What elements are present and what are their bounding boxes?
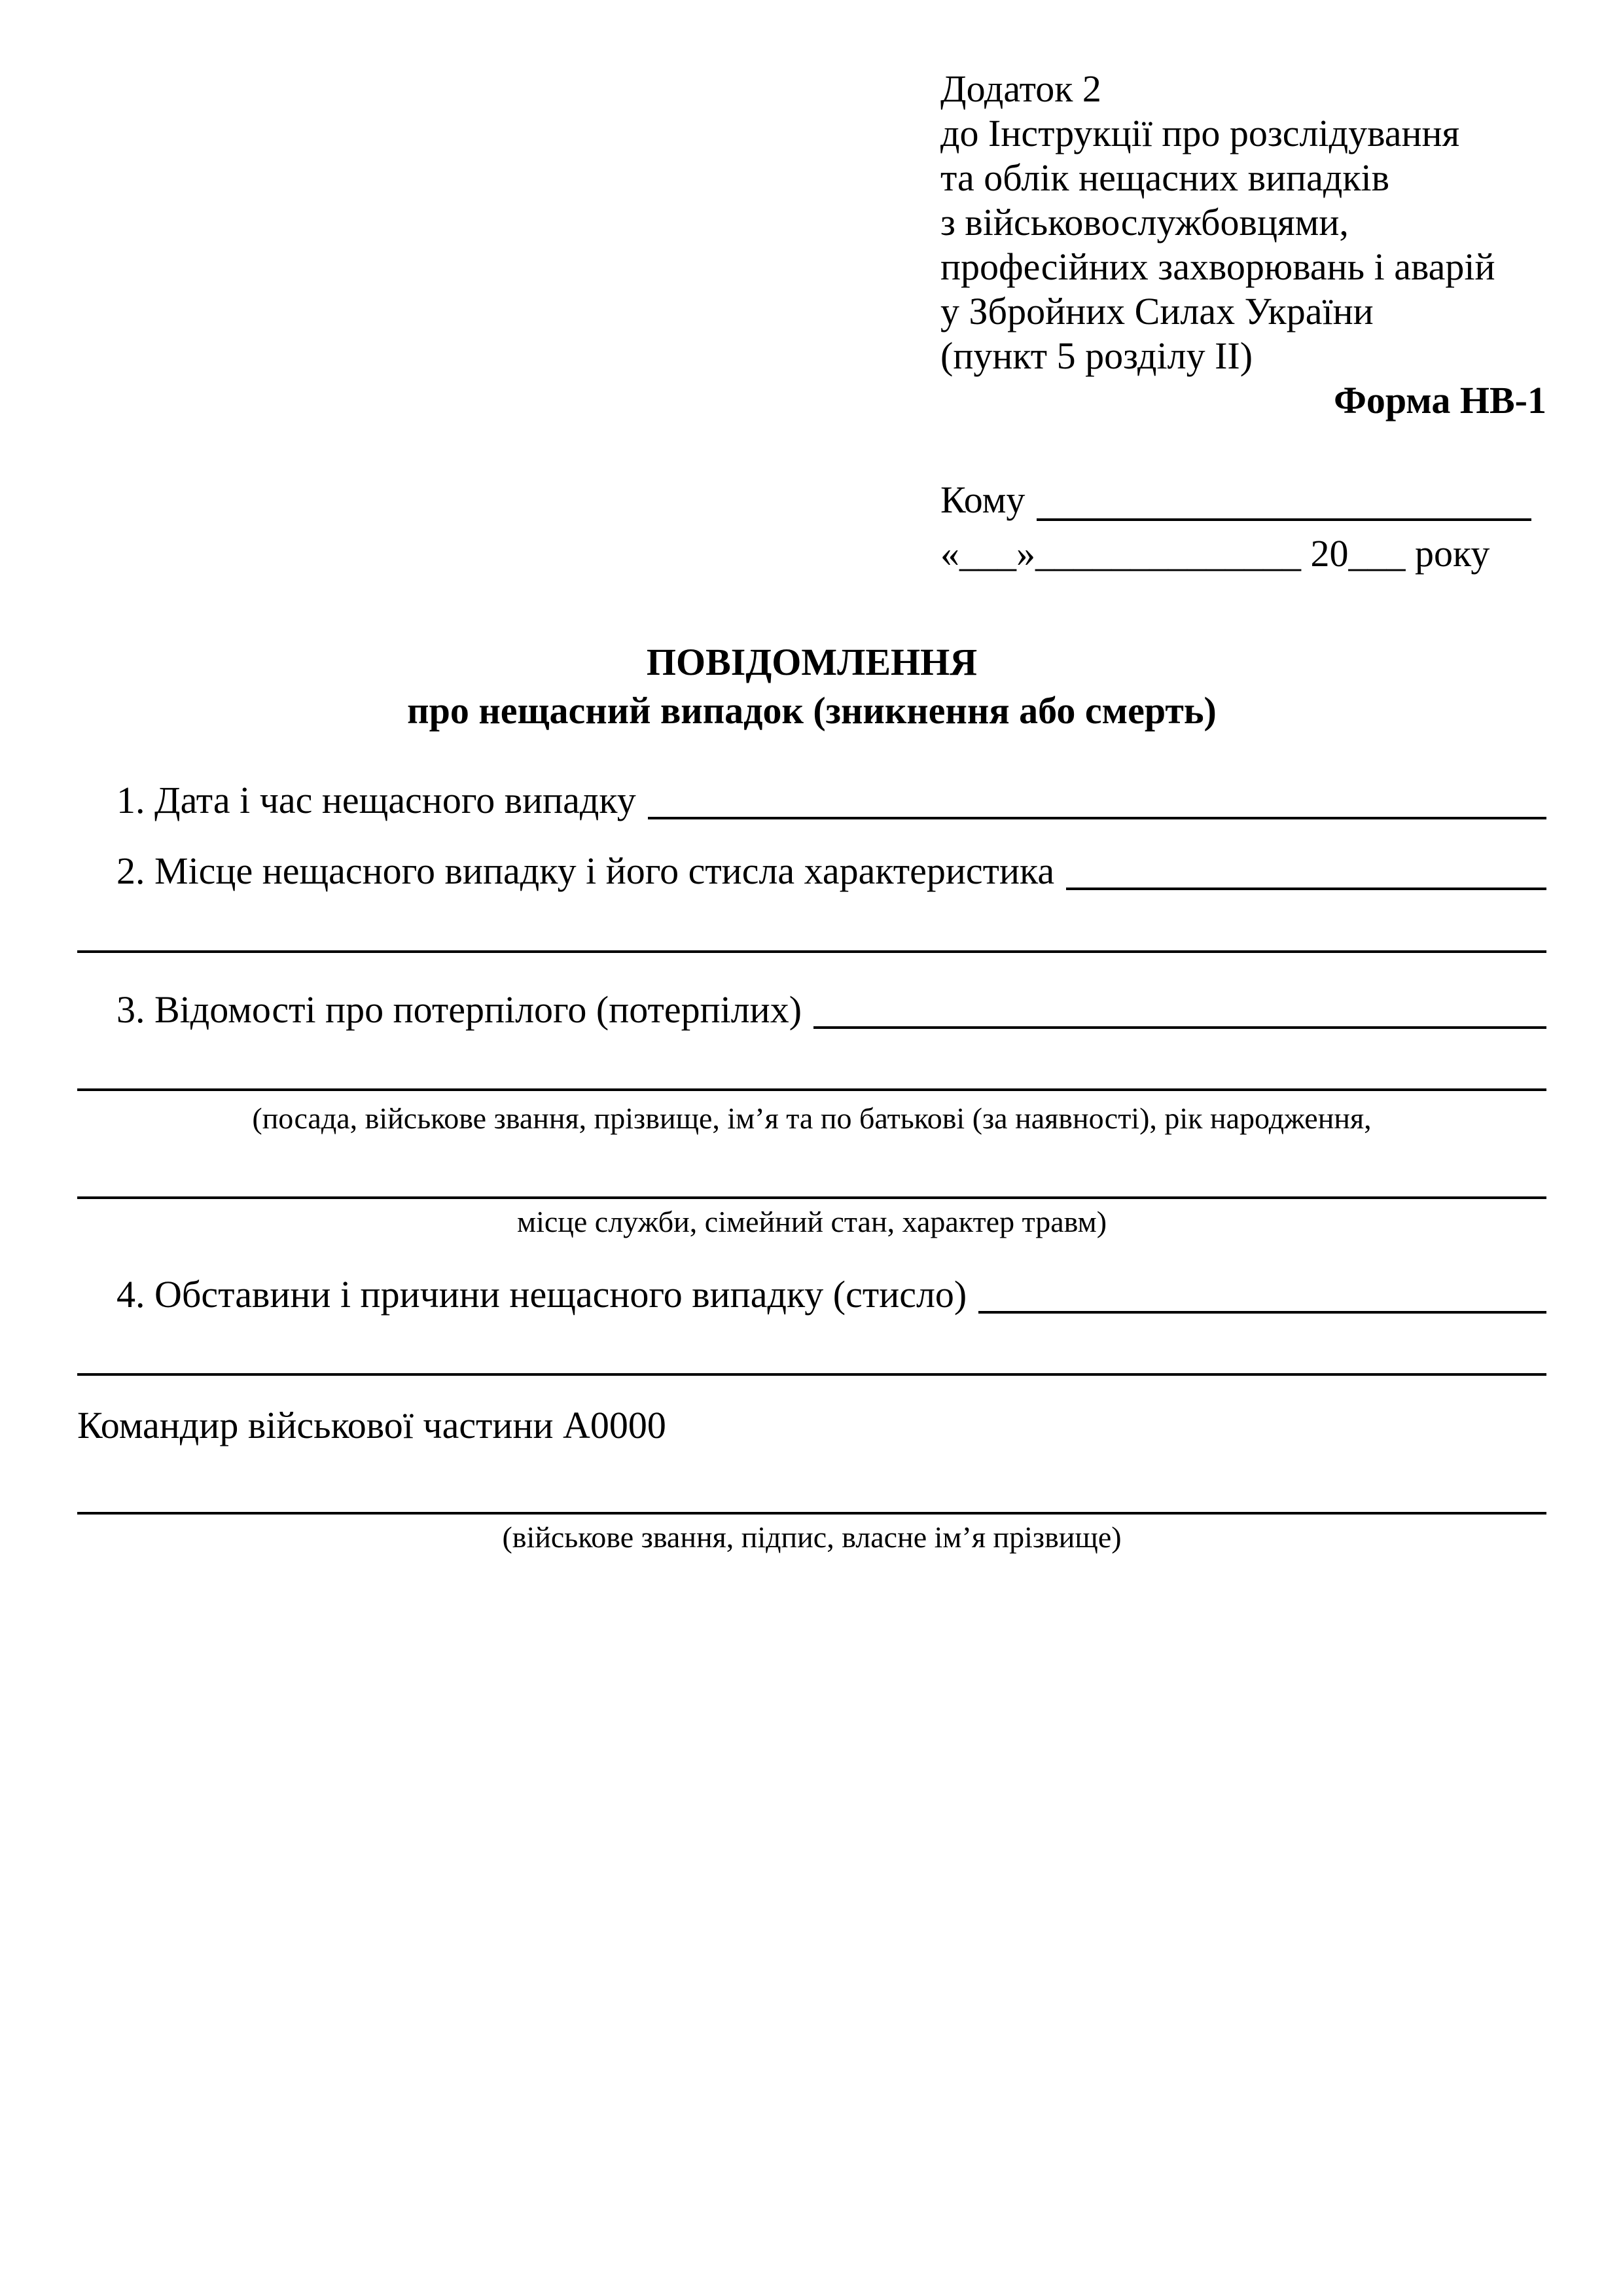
appendix-line-7: (пункт 5 розділу ІІ) <box>940 334 1253 377</box>
signature-line[interactable] <box>77 1512 1546 1515</box>
field-row-circumstances <box>77 1273 1546 1316</box>
victim-info-caption-1: (посада, військове звання, прізвище, ім’я та по батькові (за наявності), рік народження, <box>252 1102 1372 1135</box>
field-2-continuation-line[interactable] <box>77 950 1546 953</box>
field-4-label: 4. Обставини і причини нещасного випадку (стисло) <box>116 1273 967 1316</box>
appendix-line-5: професійних захворювань і аварій <box>940 245 1495 288</box>
field-3-continuation-line-1[interactable] <box>77 1088 1546 1091</box>
field-row-victim-info <box>77 988 1546 1031</box>
addressee-fill-line[interactable] <box>1037 479 1531 521</box>
signer-title: Командир військової частини А0000 <box>77 1404 666 1446</box>
document-title: ПОВІДОМЛЕННЯ <box>646 641 978 683</box>
field-2-label: 2. Місце нещасного випадку і його стисла характеристика <box>116 850 1055 892</box>
appendix-line-3: та облік нещасних випадків <box>940 156 1390 199</box>
field-1-label: 1. Дата і час нещасного випадку <box>116 779 636 821</box>
field-4-continuation-line[interactable] <box>77 1373 1546 1376</box>
document-title-block <box>77 638 1546 735</box>
field-row-date-time <box>77 781 1546 819</box>
field-3-continuation-line-2[interactable] <box>77 1196 1546 1199</box>
victim-info-caption-2: місце служби, сімейний стан, характер травм) <box>516 1205 1107 1238</box>
appendix-line-2: до Інструкції про розслідування <box>940 112 1460 154</box>
document-subtitle: про нещасний випадок (зникнення або смерть) <box>407 689 1217 732</box>
field-2-fill-line[interactable] <box>1066 852 1546 890</box>
date-blank-line[interactable]: «___»______________ 20___ року <box>940 532 1490 575</box>
appendix-line-6: у Збройних Силах України <box>940 290 1374 332</box>
appendix-line-4: з військовослужбовцями, <box>940 201 1349 243</box>
field-4-fill-line[interactable] <box>978 1276 1546 1314</box>
field-3-label: 3. Відомості про потерпілого (потерпілих) <box>116 988 802 1031</box>
appendix-reference-block <box>940 67 1546 423</box>
signature-caption: (військове звання, підпис, власне ім’я прізвище) <box>502 1520 1122 1554</box>
form-code-label: Форма НВ-1 <box>1334 379 1546 422</box>
field-row-place <box>77 852 1546 890</box>
field-3-fill-line[interactable] <box>813 991 1546 1029</box>
addressee-block <box>940 479 1531 575</box>
field-1-fill-line[interactable] <box>648 781 1546 819</box>
appendix-line-1: Додаток 2 <box>940 67 1101 110</box>
addressee-row <box>940 479 1531 521</box>
addressee-label: Кому <box>940 478 1026 521</box>
